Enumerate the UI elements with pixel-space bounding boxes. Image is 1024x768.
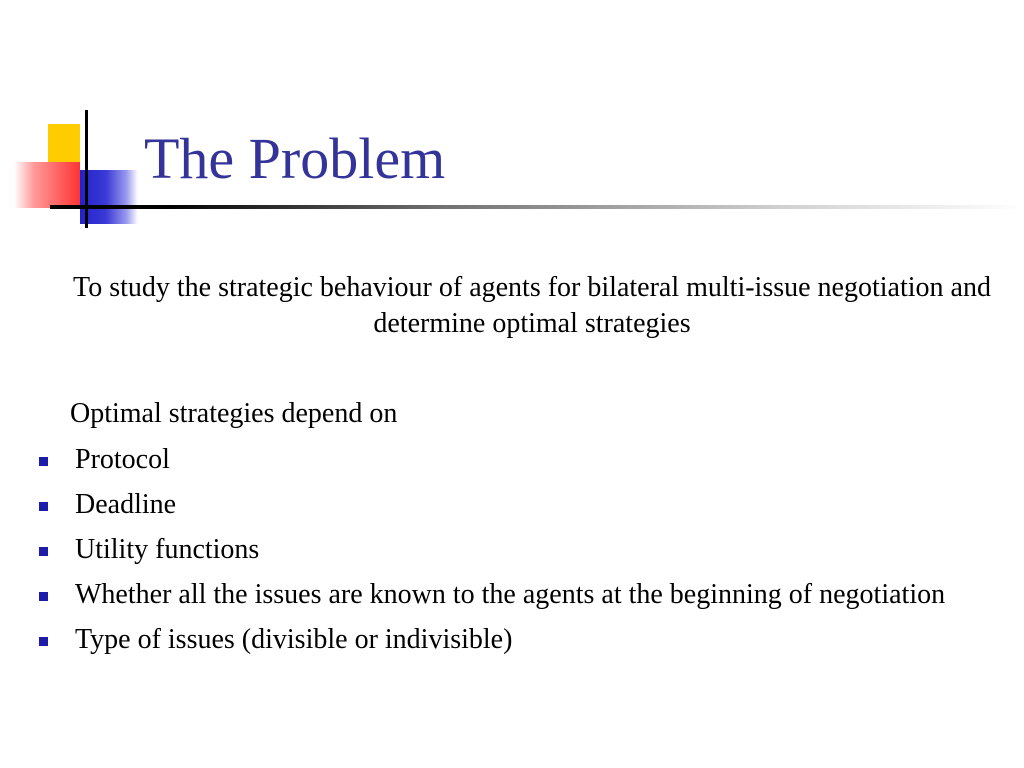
- square-bullet-icon: [39, 547, 48, 556]
- square-bullet-icon: [39, 592, 48, 601]
- bullet-text: Deadline: [75, 489, 177, 520]
- bullet-item-utility-functions: [0, 532, 1000, 568]
- bullet-text: Type of issues (divisible or indivisible): [75, 624, 513, 655]
- logo-red-square: [14, 162, 80, 208]
- bullet-text: Utility functions: [75, 534, 260, 565]
- slide-title: The Problem: [144, 126, 446, 191]
- logo-blue-square: [80, 170, 138, 224]
- intro-paragraph: To study the strategic behaviour of agents for bilateral multi-issue negotiation and determine optimal strategies: [73, 272, 991, 339]
- bullet-item-deadline: [0, 487, 1000, 523]
- lead-text: Optimal strategies depend on: [70, 398, 398, 429]
- square-bullet-icon: [39, 637, 48, 646]
- bullet-item-issue-type: [0, 622, 1000, 658]
- square-bullet-icon: [39, 502, 48, 511]
- title-underline: [50, 205, 1024, 209]
- square-bullet-icon: [39, 457, 48, 466]
- bullet-list: [0, 442, 1000, 667]
- bullet-text: Whether all the issues are known to the agents at the beginning of negotiation: [75, 579, 946, 610]
- logo-vertical-line: [85, 110, 88, 228]
- bullet-item-protocol: [0, 442, 1000, 478]
- bullet-text: Protocol: [75, 444, 170, 475]
- bullet-item-issues-known: [0, 577, 1000, 613]
- slide-logo-decoration: [0, 0, 1024, 240]
